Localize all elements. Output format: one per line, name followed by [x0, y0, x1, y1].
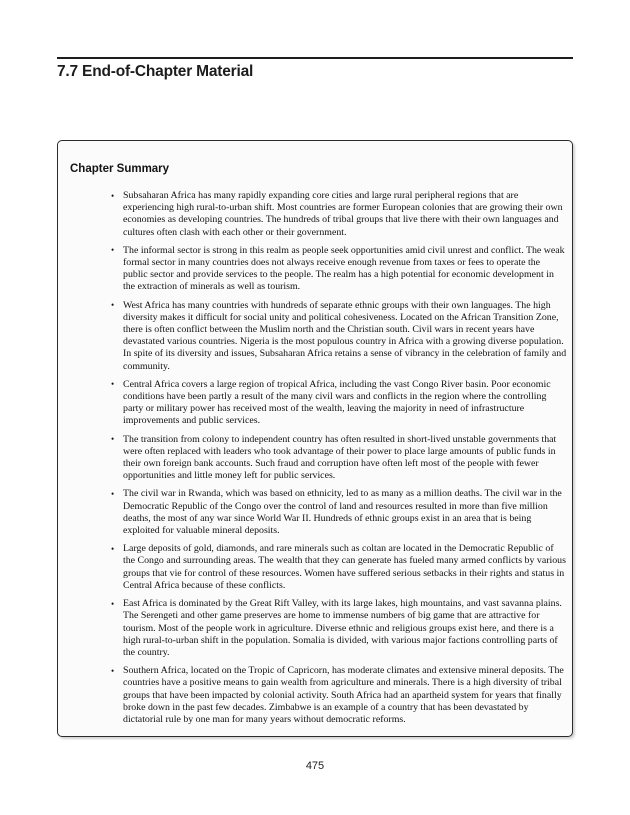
chapter-summary-heading: Chapter Summary — [70, 163, 170, 175]
section-title: 7.7 End-of-Chapter Material — [57, 63, 254, 80]
section-divider-rule — [57, 57, 573, 59]
summary-bullet: • Southern Africa, located on the Tropic of Capricorn, has moderate climates and extensive mineral deposits. The countries have a positive means to gain wealth from agriculture and minerals. There is a high diversity of tribal groups that have been impacted by colonial activity. South Africa had an apartheid system for years that finally broke down in the past few decades. Zimbabwe is an example of a country that has been devastated by dictatorial rule by one man for many years without democratic reforms. — [123, 665, 567, 726]
summary-bullet: • The informal sector is strong in this realm as people seek opportunities amid civil unrest and conflict. The weak formal sector in many countries does not always receive enough revenue from taxes or fees to operate the public sector and provide services to the people. The realm has a high potential for economic development in the extraction of minerals as well as tourism. — [123, 245, 567, 294]
chapter-summary-box — [57, 140, 573, 737]
summary-bullet-list — [123, 190, 567, 726]
summary-bullet: • West Africa has many countries with hundreds of separate ethnic groups with their own languages. The high diversity makes it difficult for social unity and political cohesiveness. Located on the African Transition Zone, there is often conflict between the Muslim north and the Christian south. Civil wars in recent years have devastated various countries. Nigeria is the most populous country in Africa with a growing diverse population. In spite of its diversity and issues, Subsaharan Africa retains a sense of vibrancy in the celebration of family and community. — [123, 300, 567, 373]
page-number: 475 — [305, 760, 325, 772]
summary-bullet: • Subsaharan Africa has many rapidly expanding core cities and large rural peripheral regions that are experiencing high rural-to-urban shift. Most countries are former European colonies that are growing their own economies as developing countries. The hundreds of tribal groups that live there with their own languages and cultures often clash with each other or their government. — [123, 190, 567, 239]
summary-bullet: • Central Africa covers a large region of tropical Africa, including the vast Congo River basin. Poor economic conditions have been partly a result of the many civil wars and conflicts in the region where the controlling party or military power has received most of the wealth, leaving the majority in need of infrastructure improvements and public services. — [123, 379, 567, 428]
summary-bullet: • Large deposits of gold, diamonds, and rare minerals such as coltan are located in the Democratic Republic of the Congo and surrounding areas. The wealth that they can generate has fueled many armed conflicts by various groups that vie for control of these resources. Women have suffered serious setbacks in their rights and status in Central Africa because of these conflicts. — [123, 543, 567, 592]
summary-bullet: • The civil war in Rwanda, which was based on ethnicity, led to as many as a million deaths. The civil war in the Democratic Republic of the Congo over the control of land and resources resulted in more than five million deaths, the most of any war since World War II. Hundreds of ethnic groups exist in an area that is being exploited for valuable mineral deposits. — [123, 488, 567, 537]
summary-bullet: • East Africa is dominated by the Great Rift Valley, with its large lakes, high mountains, and vast savanna plains. The Serengeti and other game preserves are home to immense numbers of big game that are attractive for tourism. Most of the people work in agriculture. Diverse ethnic and religious groups exist here, and there is a high rural-to-urban shift in the population. Somalia is divided, with various major factions controlling parts of the country. — [123, 598, 567, 659]
summary-bullet: • The transition from colony to independent country has often resulted in short-lived unstable governments that were often replaced with leaders who took advantage of their power to place large amounts of public funds in their own foreign bank accounts. Such fraud and corruption have often left most of the people with fewer opportunities and little money left for public services. — [123, 434, 567, 483]
